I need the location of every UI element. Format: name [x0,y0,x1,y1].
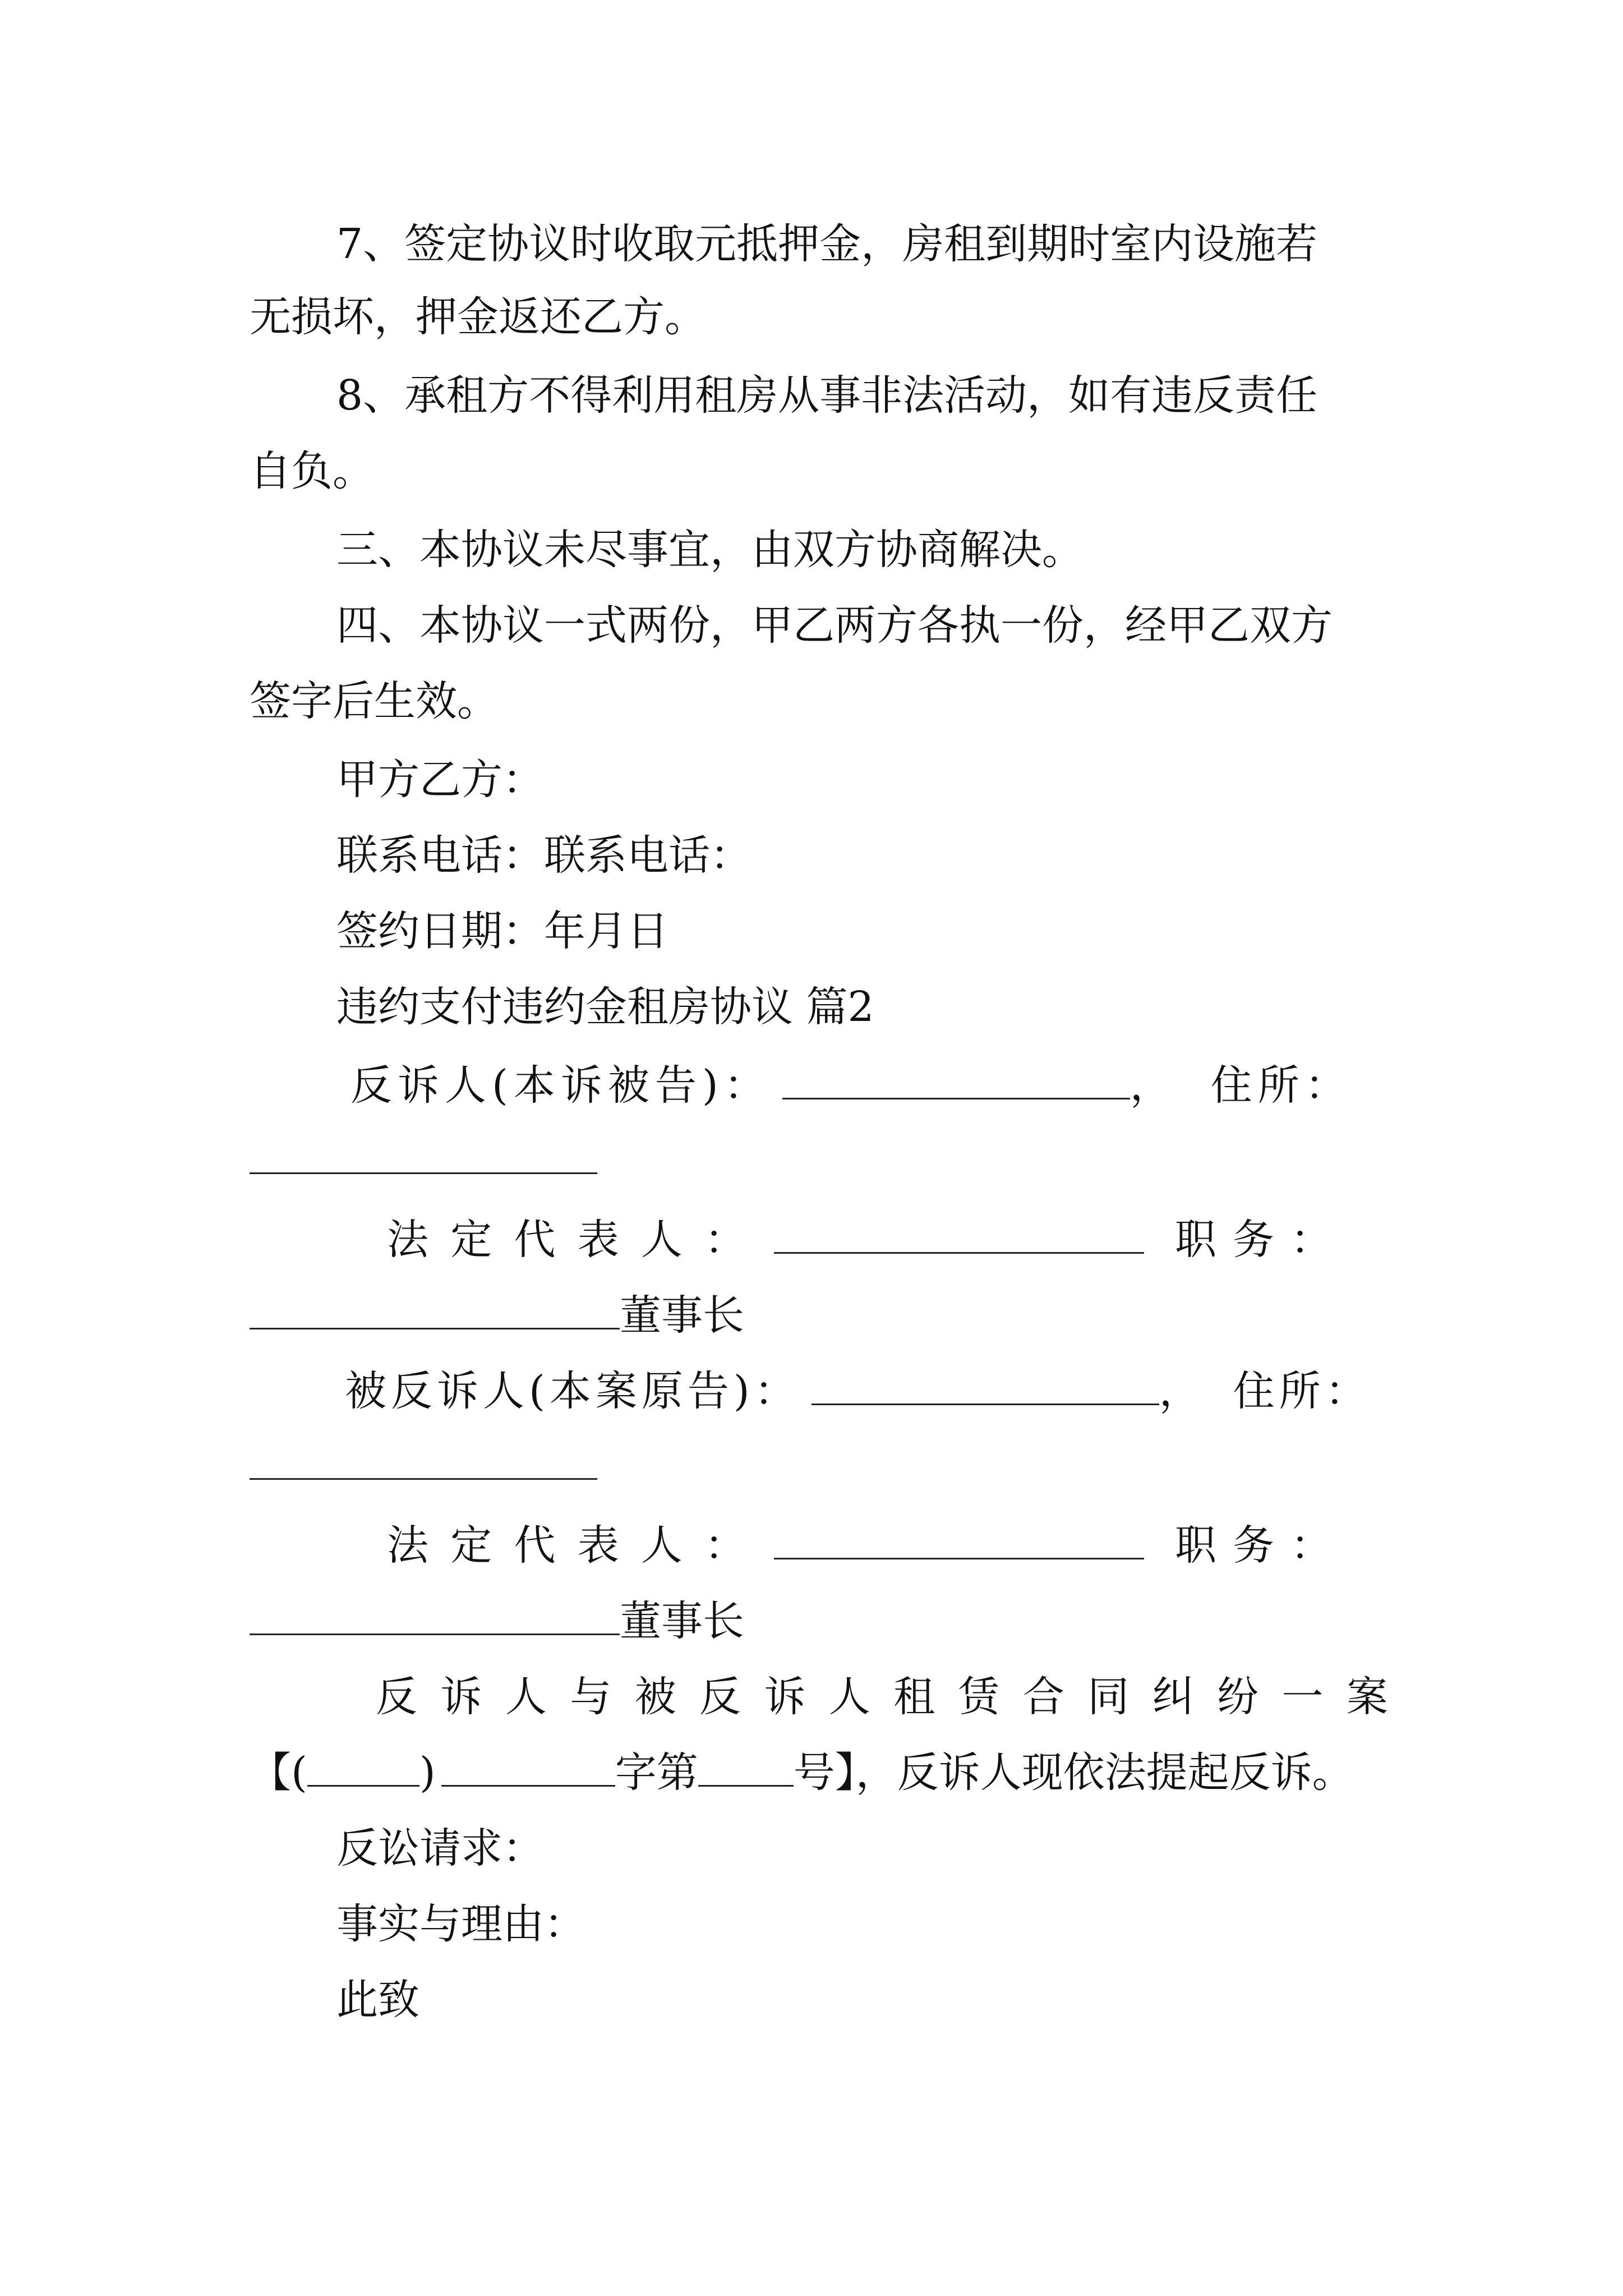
case-line-1-char-5: 反 [699,1673,741,1721]
sign-date-line: 签约日期：年月日 [336,907,668,955]
legal-rep-label-2 [387,1517,746,1573]
legal-rep-label-1-char-0: 法 [387,1216,428,1264]
counter-claimant-comma: ， [1129,1061,1177,1110]
section-heading-2: 违约支付违约金租房协议 篇2 [336,983,874,1031]
legal-rep-label-2-char-4: 人 [640,1521,683,1570]
legal-rep-name-blank-2[interactable] [774,1519,1144,1559]
counter-claimant-address-label: 住所： [1210,1061,1352,1110]
post-title-2: 董事长 [620,1597,744,1645]
case-number-blank[interactable] [698,1746,794,1787]
claims-heading: 反讼请求： [336,1824,544,1872]
case-year-blank[interactable] [307,1746,419,1787]
section-4-line-2: 签字后生效。 [250,677,499,725]
case-line-1-char-3: 与 [570,1673,612,1721]
case-line-1-char-2: 人 [505,1673,547,1721]
case-number-open: 【( [250,1749,307,1797]
post-label-1-char-1: 务 [1233,1216,1274,1264]
legal-rep-line-1 [387,1212,1388,1268]
legal-rep-label-1-char-1: 定 [450,1216,492,1264]
case-line-1-char-13: 纷 [1217,1673,1259,1721]
legal-rep-line-2 [387,1517,1388,1573]
legal-rep-label-1-char-5: ： [704,1216,746,1264]
facts-heading: 事实与理由： [336,1900,585,1948]
legal-rep-label-2-char-2: 代 [514,1521,556,1570]
post-label-1-char-0: 职 [1175,1216,1216,1264]
counter-claimant-name-blank[interactable] [782,1059,1130,1099]
counter-claimant-address-blank[interactable] [250,1172,597,1174]
parties-line: 甲方乙方： [336,756,544,804]
clause-8-line-1: 8、承租方不得利用租房从事非法活动，如有违反责任 [336,371,1318,420]
counter-claimant-line [351,1057,1388,1114]
closing-salutation: 此致 [336,1976,419,2024]
legal-rep-name-blank-1[interactable] [774,1213,1144,1254]
case-zi-label: 字第 [615,1749,698,1797]
respondent-comma: ， [1159,1367,1205,1415]
respondent-name-blank[interactable] [811,1364,1159,1405]
case-line-2-tail: 号】，反诉人现依法提起反诉。 [793,1749,1354,1797]
post-blank-2[interactable] [250,1594,620,1635]
case-court-blank[interactable] [441,1746,615,1787]
post-line-1 [250,1287,1388,1343]
post-blank-1[interactable] [250,1289,620,1329]
case-line-1 [376,1669,1388,1725]
clause-8-line-2: 自负。 [250,447,374,495]
legal-rep-label-2-char-1: 定 [450,1521,492,1570]
case-line-1-char-15: 案 [1346,1673,1388,1721]
section-3: 三、本协议未尽事宜，由双方协商解决。 [336,526,1083,574]
section-4-line-1: 四、本协议一式两份，甲乙两方各执一份，经甲乙双方 [336,601,1332,650]
case-line-1-char-9: 赁 [958,1673,1000,1721]
respondent-line [345,1363,1388,1419]
respondent-address-blank[interactable] [250,1478,597,1480]
case-line-1-char-14: 一 [1281,1673,1324,1721]
legal-rep-label-2-char-5: ： [704,1521,746,1570]
case-line-1-char-7: 人 [828,1673,870,1721]
case-line-1-char-11: 同 [1087,1673,1129,1721]
case-number-close: ) [419,1749,436,1797]
case-line-1-char-1: 诉 [440,1673,482,1721]
post-label-1-char-2: ： [1290,1216,1332,1264]
post-label-1 [1175,1212,1332,1268]
post-label-2-char-0: 职 [1175,1521,1216,1570]
post-label-2-char-1: 务 [1233,1521,1274,1570]
counter-claimant-label: 反诉人(本诉被告)： [351,1061,771,1110]
case-line-1-char-0: 反 [376,1673,417,1721]
legal-rep-label-1-char-4: 人 [640,1216,683,1264]
case-line-1-char-10: 合 [1022,1673,1064,1721]
legal-rep-label-2-char-0: 法 [387,1521,428,1570]
post-label-2 [1175,1517,1332,1573]
phone-line: 联系电话：联系电话： [336,831,751,880]
respondent-label: 被反诉人(本案原告)： [345,1367,800,1415]
case-line-1-char-6: 诉 [764,1673,806,1721]
case-line-2 [250,1745,1388,1801]
clause-7-line-2: 无损坏，押金返还乙方。 [250,293,706,341]
legal-rep-label-1 [387,1212,746,1268]
legal-rep-label-1-char-2: 代 [514,1216,556,1264]
post-label-2-char-2: ： [1290,1521,1332,1570]
clause-7-line-1: 7、签定协议时收取元抵押金，房租到期时室内设施若 [336,220,1318,268]
legal-rep-label-1-char-3: 表 [577,1216,619,1264]
post-title-1: 董事长 [620,1291,744,1340]
case-line-1-char-8: 租 [893,1673,935,1721]
post-line-2 [250,1593,1388,1649]
respondent-address-label: 住所： [1233,1367,1371,1415]
legal-rep-label-2-char-3: 表 [577,1521,619,1570]
case-line-1-char-12: 纠 [1152,1673,1194,1721]
case-line-1-char-4: 被 [634,1673,676,1721]
